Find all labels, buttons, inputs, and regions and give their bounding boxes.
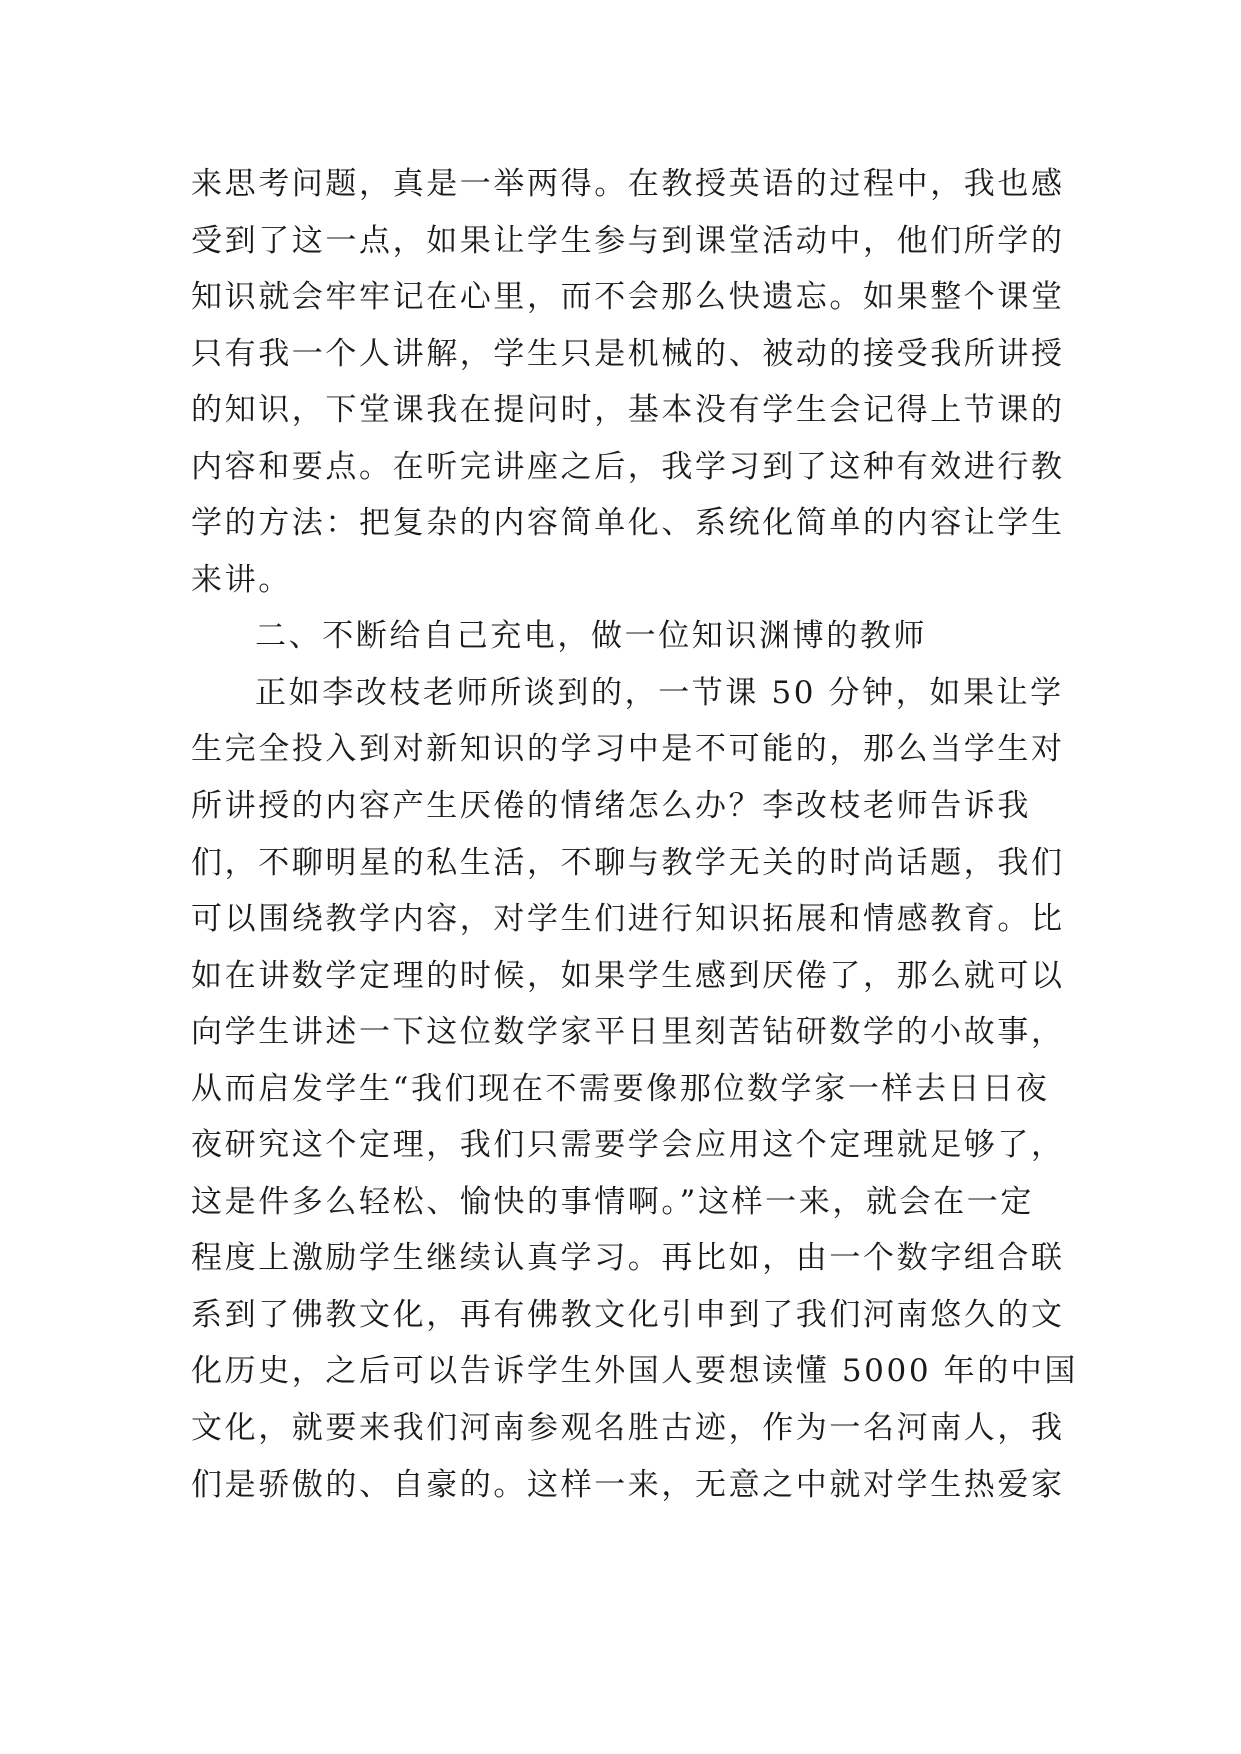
text-line: 夜研究这个定理，我们只需要学会应用这个定理就足够了，: [191, 1127, 1065, 1164]
text-line: 们是骄傲的、自豪的。这样一来，无意之中就对学生热爱家: [191, 1466, 1065, 1503]
text-line: 知识就会牢牢记在心里，而不会那么快遗忘。如果整个课堂: [191, 279, 1065, 316]
text-line: 只有我一个人讲解，学生只是机械的、被动的接受我所讲授: [191, 335, 1065, 372]
body-text: [191, 156, 1078, 1513]
text-line: 程度上激励学生继续认真学习。再比如，由一个数字组合联: [191, 1240, 1065, 1277]
text-line: 的知识，下堂课我在提问时，基本没有学生会记得上节课的: [191, 392, 1065, 429]
text-line: 可以围绕教学内容，对学生们进行知识拓展和情感教育。比: [191, 901, 1065, 938]
text-line: 从而启发学生“我们现在不需要像那位数学家一样去日日夜: [191, 1070, 1050, 1107]
text-line: 化历史，之后可以告诉学生外国人要想读懂 5000 年的中国: [191, 1353, 1078, 1390]
text-line: 系到了佛教文化，再有佛教文化引申到了我们河南悠久的文: [191, 1296, 1065, 1333]
text-line: 向学生讲述一下这位数学家平日里刻苦钻研数学的小故事，: [191, 1014, 1065, 1051]
paragraph-first-line: 二、不断给自己充电，做一位知识渊博的教师: [255, 618, 927, 655]
text-line: 来讲。: [191, 561, 292, 598]
text-line: 们，不聊明星的私生活，不聊与教学无关的时尚话题，我们: [191, 844, 1065, 881]
text-line: 内容和要点。在听完讲座之后，我学习到了这种有效进行教: [191, 448, 1065, 485]
text-line: 受到了这一点，如果让学生参与到课堂活动中，他们所学的: [191, 222, 1065, 259]
text-line: 生完全投入到对新知识的学习中是不可能的，那么当学生对: [191, 731, 1065, 768]
text-line: 如在讲数学定理的时候，如果学生感到厌倦了，那么就可以: [191, 957, 1065, 994]
paragraph-first-line: 正如李改枝老师所谈到的，一节课 50 分钟，如果让学: [255, 674, 1064, 711]
text-line: 文化，就要来我们河南参观名胜古迹，作为一名河南人，我: [191, 1410, 1065, 1447]
text-line: 学的方法：把复杂的内容简单化、系统化简单的内容让学生: [191, 505, 1065, 542]
text-line: 所讲授的内容产生厌倦的情绪怎么办？李改枝老师告诉我: [191, 788, 1031, 825]
text-line: 这是件多么轻松、愉快的事情啊。”这样一来，就会在一定: [191, 1183, 1034, 1220]
text-line: 来思考问题，真是一举两得。在教授英语的过程中，我也感: [191, 166, 1065, 202]
